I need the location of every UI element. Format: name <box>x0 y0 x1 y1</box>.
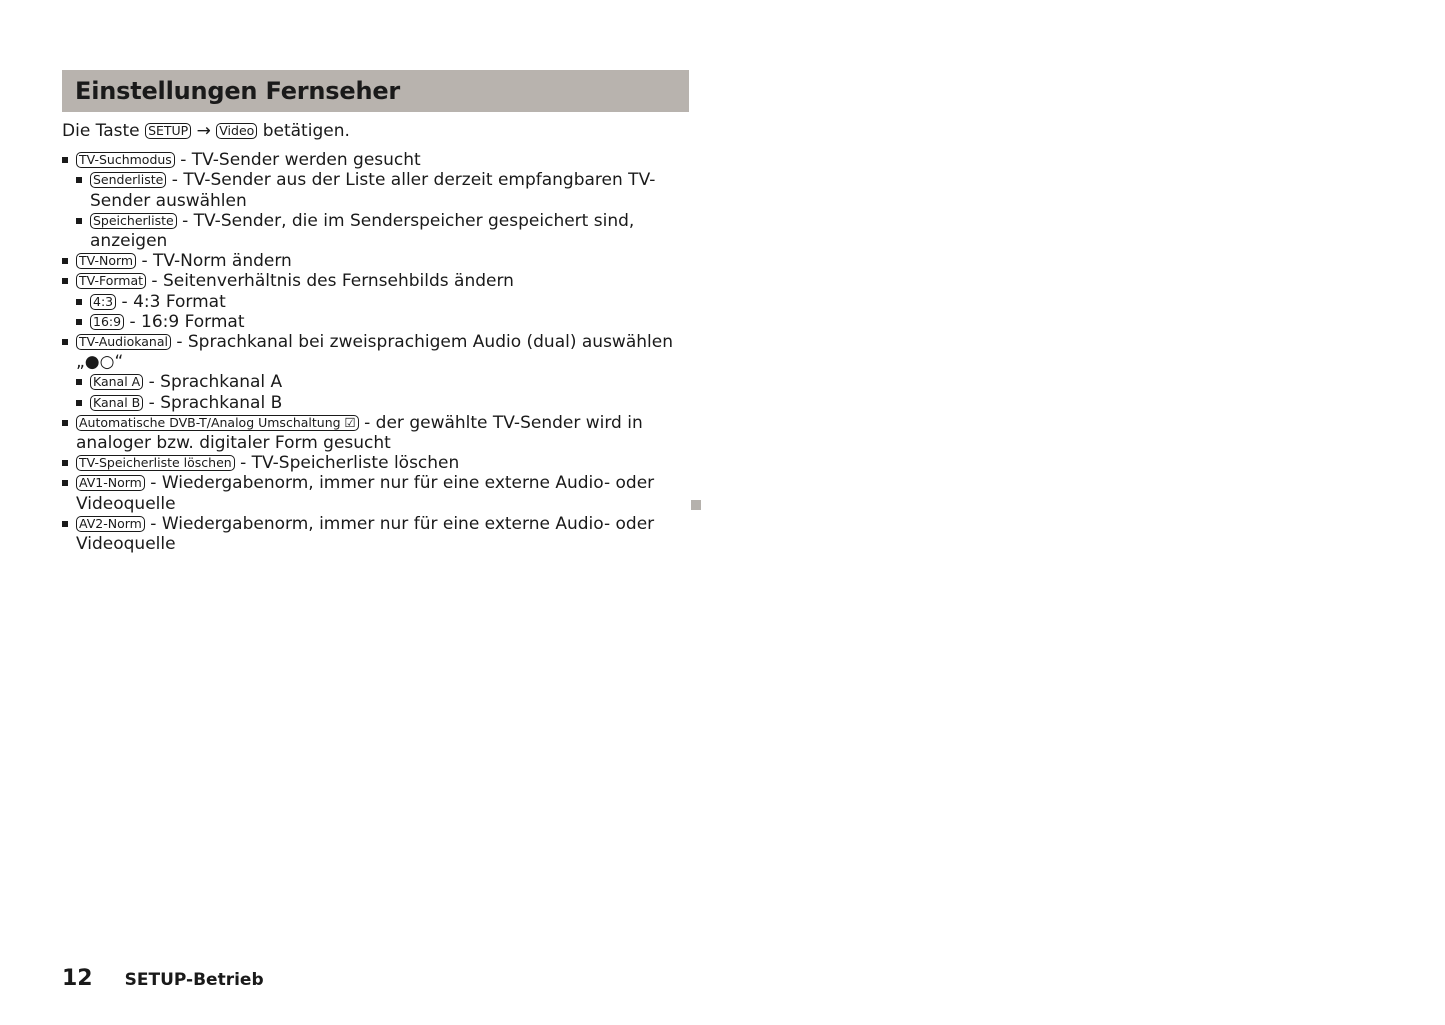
bullet-icon <box>76 218 82 224</box>
speicherliste-key: Speicherliste <box>90 213 177 229</box>
settings-list <box>62 150 702 554</box>
list-item-4-3 <box>76 292 702 312</box>
tv-suchmodus-key: TV-Suchmodus <box>76 152 175 168</box>
item-text: - Sprachkanal B <box>143 392 283 413</box>
video-key: Video <box>216 123 257 139</box>
av1-norm-key: AV1-Norm <box>76 475 145 491</box>
bullet-icon <box>76 299 82 305</box>
list-item-speicherliste <box>76 211 702 251</box>
list-item-av2-norm <box>62 514 702 554</box>
item-text: - TV-Sender werden gesucht <box>174 150 421 171</box>
bullet-icon <box>62 339 68 345</box>
item-text: - TV-Speicherliste löschen <box>234 453 460 474</box>
format-4-3-key: 4:3 <box>90 294 116 310</box>
item-text: - Seitenverhältnis des Fernsehbilds ändern <box>146 271 514 292</box>
list-item-av1-norm <box>62 473 702 513</box>
page-footer <box>62 966 264 991</box>
kanal-a-key: Kanal A <box>90 374 143 390</box>
bullet-icon <box>62 157 68 163</box>
sub-list <box>76 292 702 332</box>
tv-format-key: TV-Format <box>76 273 146 289</box>
list-item-tv-norm <box>62 251 702 271</box>
list-item-16-9 <box>76 312 702 332</box>
item-text: - 16:9 Format <box>124 311 245 332</box>
item-text: - Sprachkanal bei zweisprachigem Audio (dual) auswählen „●○“ <box>76 332 673 373</box>
item-text: - TV-Sender, die im Senderspeicher gespeichert sind, anzeigen <box>90 210 635 252</box>
speicherliste-loeschen-key: TV-Speicherliste löschen <box>76 455 235 471</box>
list-item-kanal-a <box>76 372 702 392</box>
list-item-tv-format <box>62 271 702 332</box>
list-item-senderliste <box>76 170 702 210</box>
bullet-icon <box>76 319 82 325</box>
dvb-umschaltung-key: Automatische DVB-T/Analog Umschaltung ☑ <box>76 415 359 431</box>
setup-key: SETUP <box>145 123 191 139</box>
item-text: - Wiedergabenorm, immer nur für eine externe Audio- oder Videoquelle <box>76 473 655 514</box>
bullet-icon <box>62 258 68 264</box>
content <box>62 121 702 554</box>
bullet-icon <box>76 177 82 183</box>
intro-suffix: betätigen. <box>262 121 350 141</box>
tv-audiokanal-key: TV-Audiokanal <box>76 334 171 350</box>
format-16-9-key: 16:9 <box>90 314 124 330</box>
section-header <box>62 70 689 112</box>
item-text: - 4:3 Format <box>116 291 226 312</box>
tv-norm-key: TV-Norm <box>76 253 136 269</box>
bullet-icon <box>76 400 82 406</box>
list-item-speicherliste-loeschen <box>62 453 702 473</box>
page-number: 12 <box>62 966 93 991</box>
intro-prefix: Die Taste <box>62 121 140 141</box>
bullet-icon <box>62 480 68 486</box>
kanal-b-key: Kanal B <box>90 395 143 411</box>
item-text: - TV-Norm ändern <box>136 251 292 272</box>
bullet-icon <box>62 420 68 426</box>
list-item-tv-audiokanal <box>62 332 702 413</box>
list-item-kanal-b <box>76 393 702 413</box>
chapter-title: SETUP-Betrieb <box>124 970 264 990</box>
item-text: - Sprachkanal A <box>143 372 283 393</box>
item-text: - der gewählte TV-Sender wird in analoger bzw. digitaler Form gesucht <box>76 412 643 454</box>
bullet-icon <box>62 460 68 466</box>
list-item-tv-suchmodus <box>62 150 702 251</box>
bullet-icon <box>62 278 68 284</box>
section-end-icon <box>691 500 701 510</box>
senderliste-key: Senderliste <box>90 172 166 188</box>
bullet-icon <box>76 379 82 385</box>
arrow-icon: → <box>196 121 211 141</box>
sub-list <box>76 372 702 412</box>
item-text: - Wiedergabenorm, immer nur für eine externe Audio- oder Videoquelle <box>76 513 655 555</box>
section-title: Einstellungen Fernseher <box>75 77 401 105</box>
item-text: - TV-Sender aus der Liste aller derzeit empfangbaren TV-Sender auswählen <box>90 170 656 211</box>
list-item-dvb-umschaltung <box>62 413 702 453</box>
sub-list <box>76 170 702 251</box>
av2-norm-key: AV2-Norm <box>76 516 145 532</box>
intro-line <box>62 121 702 141</box>
bullet-icon <box>62 521 68 527</box>
